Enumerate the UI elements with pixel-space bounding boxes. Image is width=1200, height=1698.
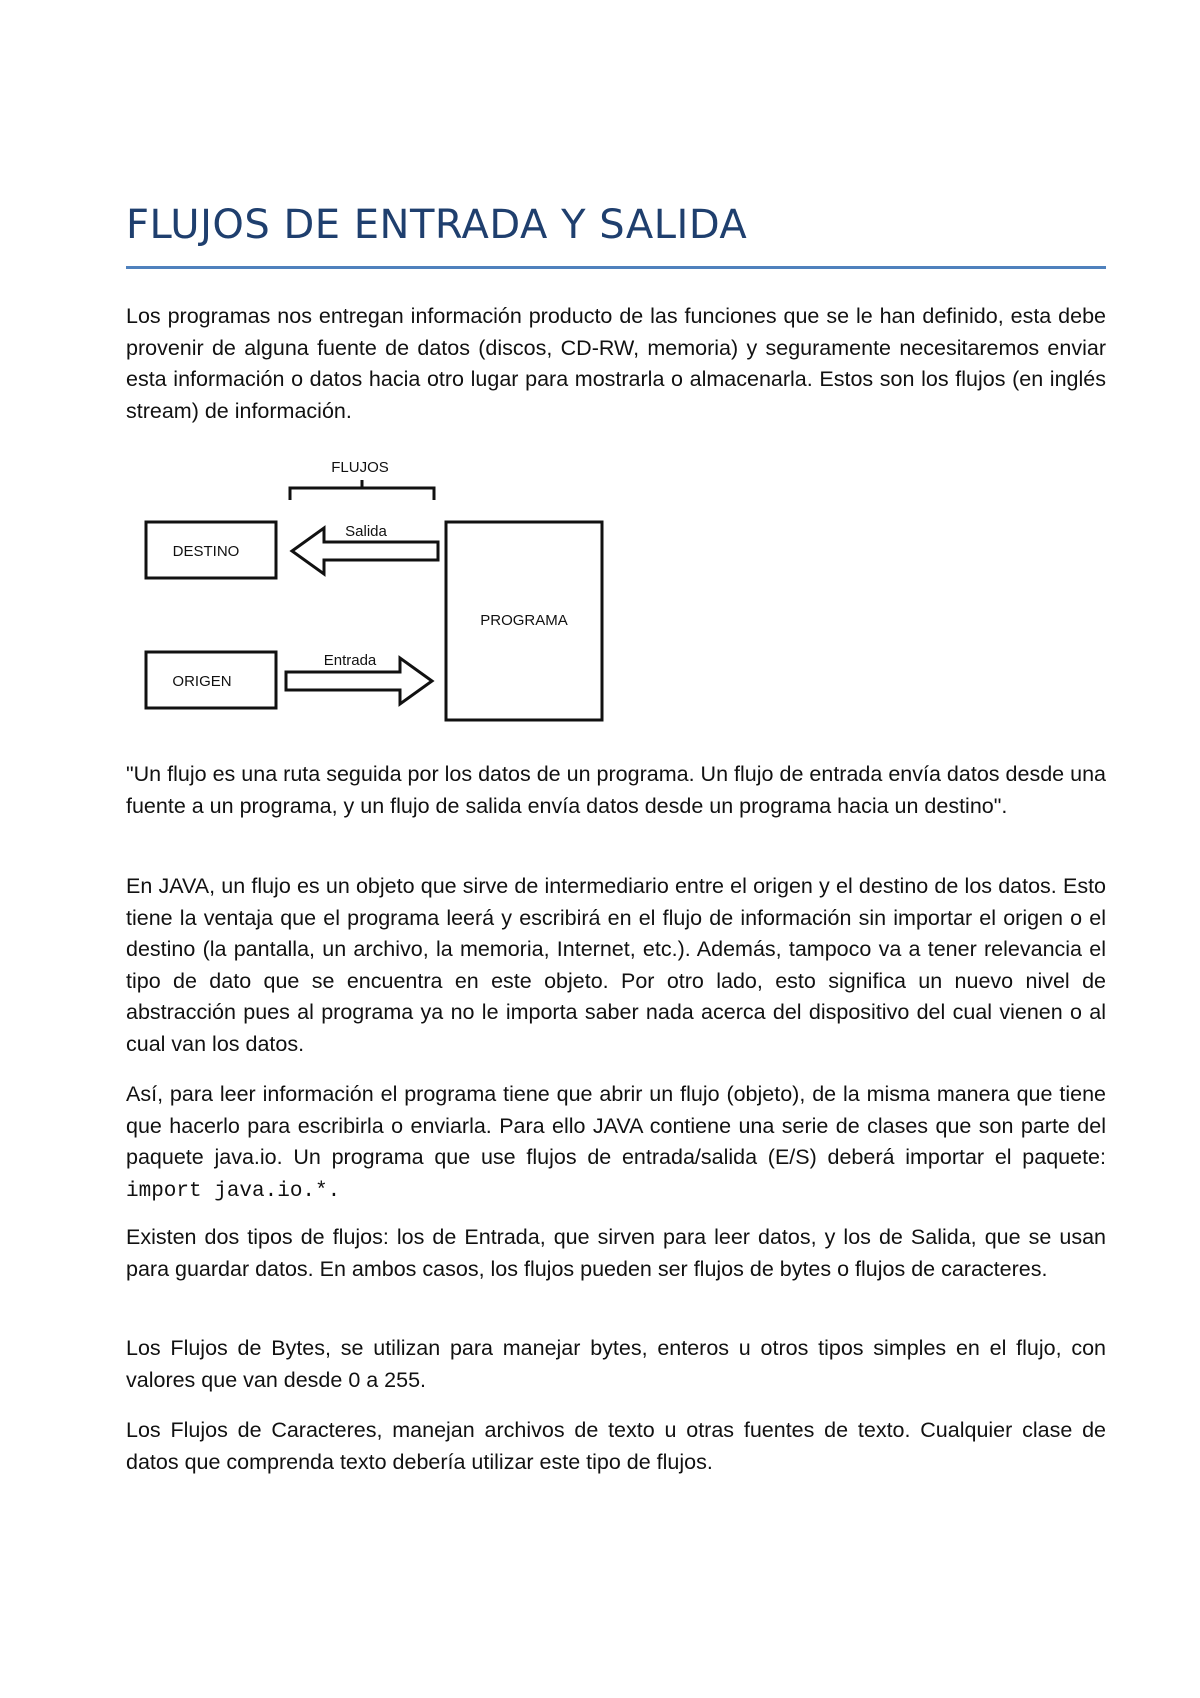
bytes-paragraph: Los Flujos de Bytes, se utilizan para manejar bytes, enteros u otros tipos simples en el flujo, con valores que van desde 0 a 255.	[126, 1336, 1106, 1392]
java-paragraph: En JAVA, un flujo es un objeto que sirve de intermediario entre el origen y el destino de los datos. Esto tiene la ventaja que el programa leerá y escribirá en el flujo de información sin importar el origen o el destino (la pantalla, un archivo, la memoria, Internet, etc.). Además, tampoco va a tener relevancia el tipo de dato que se encuentra en este objeto. Por otro lado, esto significa un nuevo nivel de abstracción pues al programa ya no le importa saber nada acerca del dispositivo del cual vienen o al cual van los datos.	[126, 874, 1106, 1056]
page-title: FLUJOS DE ENTRADA Y SALIDA	[126, 202, 748, 248]
title-underline	[126, 266, 1106, 269]
import-paragraph	[126, 1079, 1106, 1207]
flow-diagram	[130, 450, 630, 730]
destino-label: DESTINO	[172, 543, 240, 560]
salida-label: Salida	[345, 523, 387, 540]
import-paragraph-text: Así, para leer información el programa tiene que abrir un flujo (objeto), de la misma manera que tiene que hacerlo para escribirla o enviarla. Para ello JAVA contiene una serie de clases que son parte del paquete java.io. Un programa que use flujos de entrada/salida (E/S) deberá importar el paquete:	[126, 1082, 1106, 1169]
origen-label: ORIGEN	[172, 673, 232, 690]
chars-paragraph: Los Flujos de Caracteres, manejan archivos de texto u otras fuentes de texto. Cualquier clase de datos que comprenda texto debería utilizar este tipo de flujos.	[126, 1418, 1106, 1474]
definition-quote: "Un flujo es una ruta seguida por los datos de un programa. Un flujo de entrada envía datos desde una fuente a un programa, y un flujo de salida envía datos desde un programa hacia un destino".	[126, 762, 1106, 818]
types-paragraph: Existen dos tipos de flujos: los de Entrada, que sirven para leer datos, y los de Salida, que se usan para guardar datos. En ambos casos, los flujos pueden ser flujos de bytes o flujos de caracteres.	[126, 1225, 1106, 1281]
flujos-bracket	[290, 480, 434, 500]
import-code: import java.io.*.	[126, 1179, 341, 1203]
programa-label: PROGRAMA	[480, 612, 568, 629]
entrada-label: Entrada	[323, 652, 377, 669]
flujos-label: FLUJOS	[331, 459, 389, 476]
intro-paragraph: Los programas nos entregan información producto de las funciones que se le han definido, esta debe provenir de alguna fuente de datos (discos, CD-RW, memoria) y seguramente necesitaremos enviar esta información o datos hacia otro lugar para mostrarla o almacenarla. Estos son los flujos (en inglés stream) de información.	[126, 304, 1106, 423]
